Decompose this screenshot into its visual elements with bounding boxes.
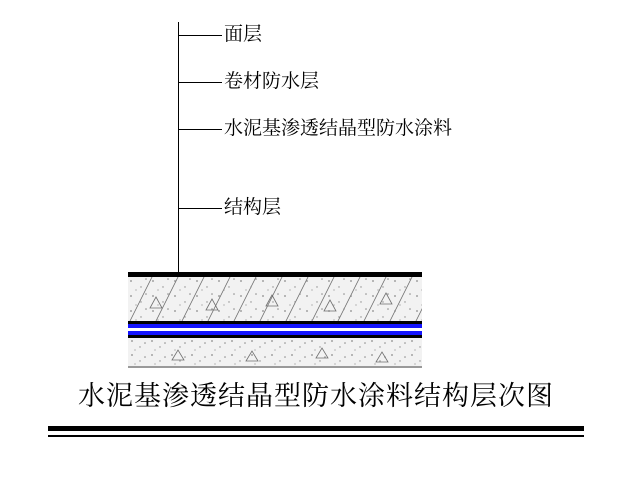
label-crystalline-waterproof-coating: 水泥基渗透结晶型防水涂料 [224,118,453,139]
lower-hatch-pattern [128,338,422,366]
upper-hatch-pattern [128,277,422,321]
lower-concrete-hatch [128,338,422,366]
upper-concrete-hatch [128,277,422,321]
leader-line-structural-layer [178,208,222,209]
divider-thin [48,435,584,437]
leader-line-surface-layer [178,35,222,36]
label-membrane-waterproof-layer: 卷材防水层 [224,71,320,92]
layer-stack [128,272,422,368]
label-surface-layer: 面层 [224,24,263,45]
label-structural-layer: 结构层 [224,197,282,218]
diagram-title: 水泥基渗透结晶型防水涂料结构层次图 [78,381,554,411]
leader-line-membrane-waterproof-layer [178,82,222,83]
bottom-edge-line [128,366,422,368]
leader-line-crystalline-waterproof-coating [178,129,222,130]
divider-thick [48,426,584,431]
